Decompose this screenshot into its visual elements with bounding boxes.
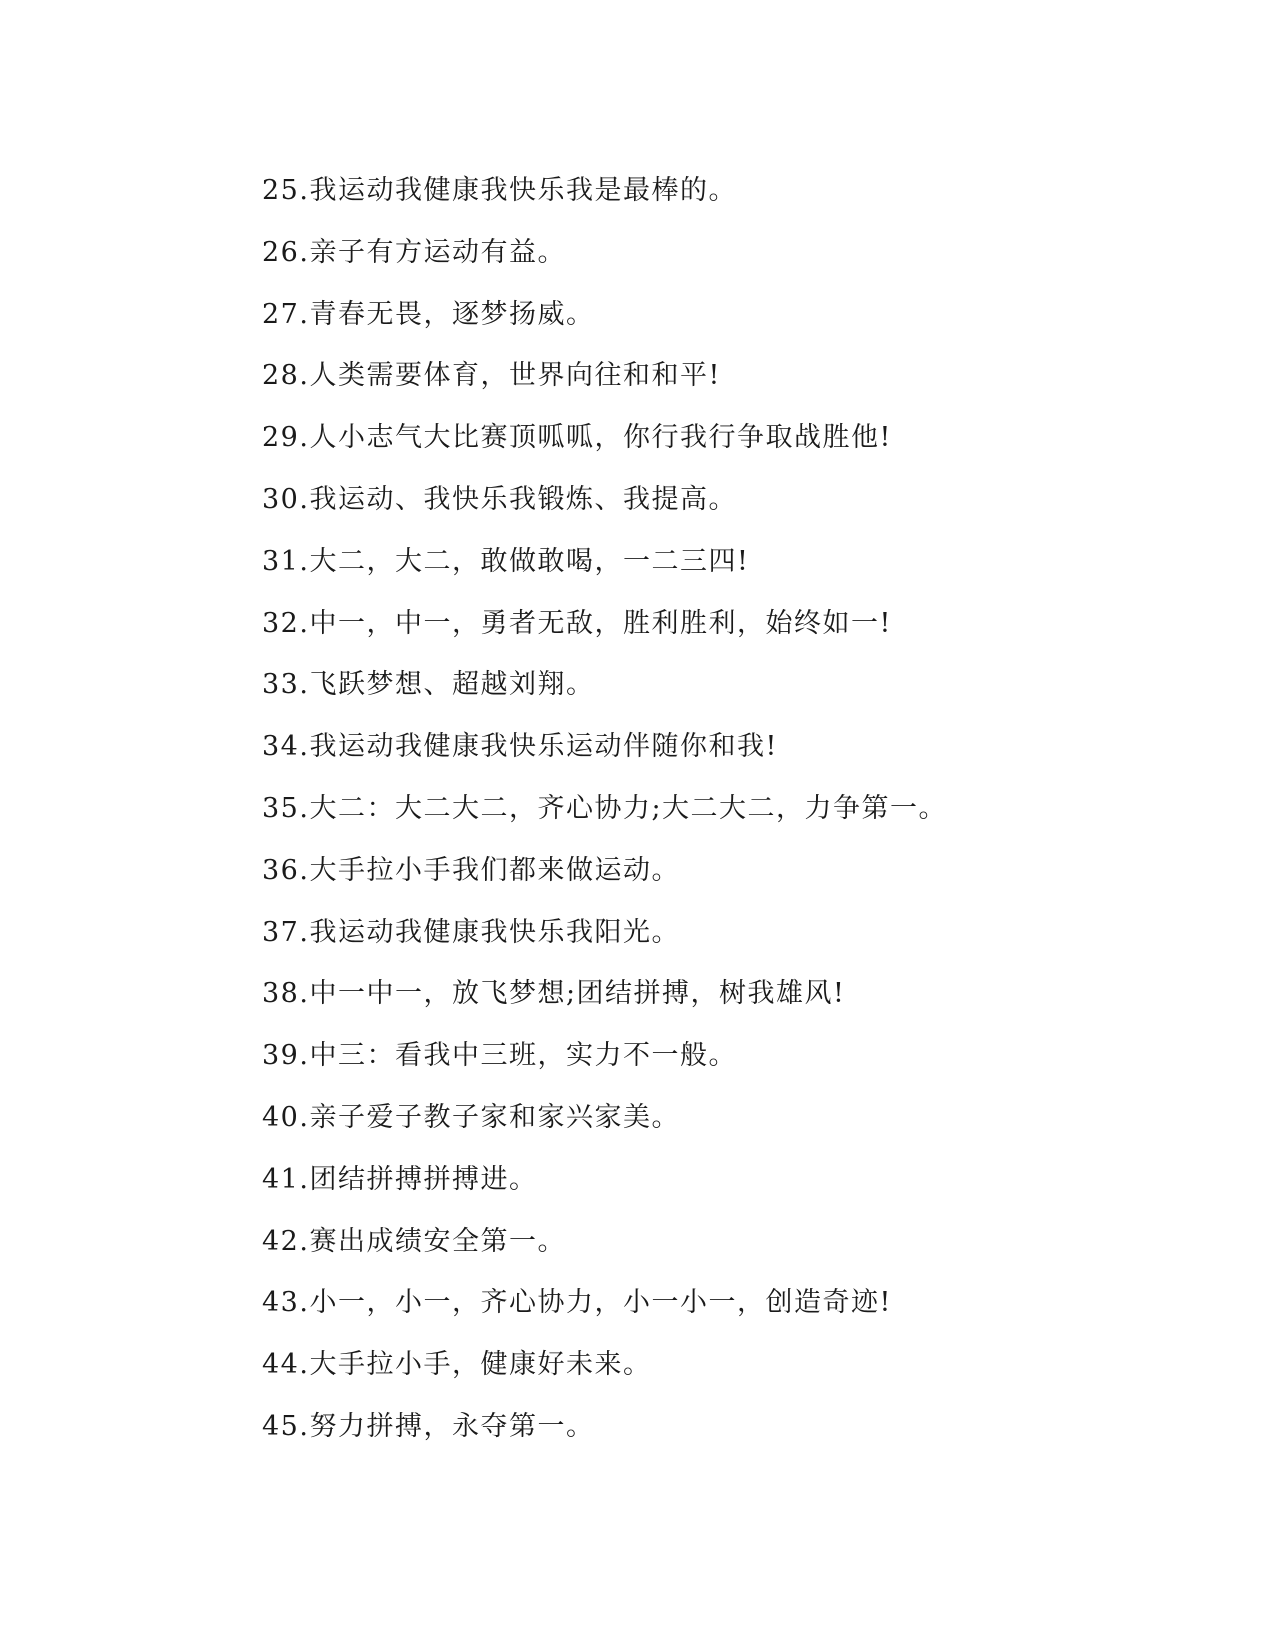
list-item: 43.小一，小一，齐心协力，小一小一，创造奇迹! xyxy=(262,1287,892,1319)
list-item: 37.我运动我健康我快乐我阳光。 xyxy=(262,916,680,948)
list-item: 32.中一，中一，勇者无敌，胜利胜利，始终如一! xyxy=(262,607,892,639)
list-item: 39.中三：看我中三班，实力不一般。 xyxy=(262,1040,737,1072)
list-item: 33.飞跃梦想、超越刘翔。 xyxy=(262,669,595,701)
list-item: 26.亲子有方运动有益。 xyxy=(262,236,566,268)
list-item: 31.大二，大二，敢做敢喝，一二三四! xyxy=(262,545,750,577)
list-item: 28.人类需要体育，世界向往和和平! xyxy=(262,360,721,392)
list-item: 36.大手拉小手我们都来做运动。 xyxy=(262,854,680,886)
list-item: 34.我运动我健康我快乐运动伴随你和我! xyxy=(262,731,778,763)
list-item: 25.我运动我健康我快乐我是最棒的。 xyxy=(262,175,737,206)
slogan-list xyxy=(262,160,1162,1458)
list-item: 45.努力拼搏，永夺第一。 xyxy=(262,1410,595,1442)
list-item: 35.大二：大二大二，齐心协力;大二大二，力争第一。 xyxy=(262,792,948,824)
list-item: 29.人小志气大比赛顶呱呱，你行我行争取战胜他! xyxy=(262,422,892,454)
list-item: 27.青春无畏，逐梦扬威。 xyxy=(262,298,595,330)
list-item: 30.我运动、我快乐我锻炼、我提高。 xyxy=(262,483,737,515)
list-item: 40.亲子爱子教子家和家兴家美。 xyxy=(262,1101,680,1133)
list-item: 41.团结拼搏拼搏进。 xyxy=(262,1163,538,1195)
list-item: 42.赛出成绩安全第一。 xyxy=(262,1225,566,1257)
list-item: 44.大手拉小手，健康好未来。 xyxy=(262,1349,652,1381)
list-item: 38.中一中一，放飞梦想;团结拼搏，树我雄风! xyxy=(262,978,846,1010)
